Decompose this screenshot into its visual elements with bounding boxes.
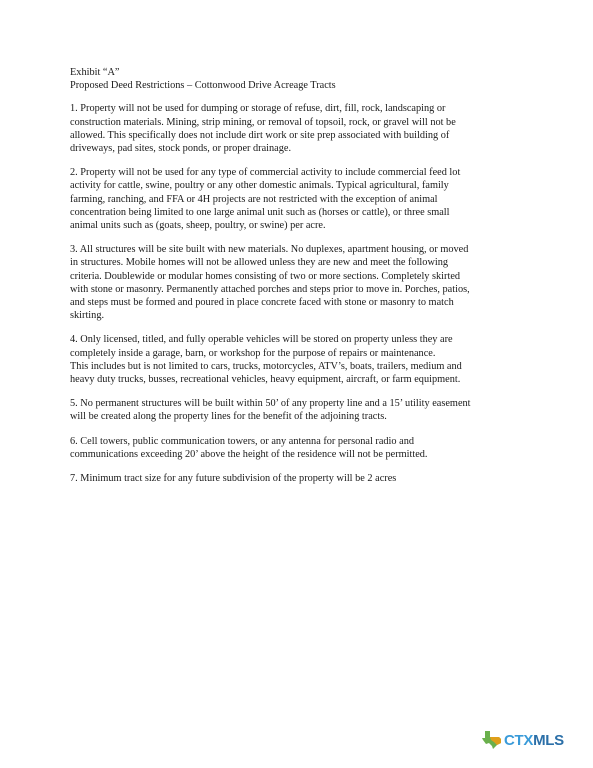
restrictions-list [70, 102, 532, 485]
restriction-paragraph [70, 435, 532, 461]
restriction-paragraph [70, 243, 532, 322]
ctxmls-logo [481, 730, 564, 750]
paragraph-line: heavy duty trucks, busses, recreational vehicles, heavy equipment, aircraft, or farm equipment. [70, 374, 461, 386]
paragraph-line: 4. Only licensed, titled, and fully operable vehicles will be stored on property unless they are [70, 334, 453, 346]
paragraph-line: communications exceeding 20’ above the height of the residence will not be permitted. [70, 448, 428, 460]
paragraph-line: concentration being limited to one large animal unit such as (horses or cattle), or three small [70, 206, 450, 218]
restriction-paragraph [70, 397, 532, 423]
paragraph-line: 2. Property will not be used for any type of commercial activity to include commercial feed lot [70, 167, 461, 179]
paragraph-line: allowed. This specifically does not include dirt work or site prep associated with building of [70, 129, 450, 141]
paragraph-line: animal units such as (goats, sheep, poultry, or swine) per acre. [70, 220, 326, 232]
texas-state-icon [481, 730, 503, 750]
restriction-paragraph [70, 333, 532, 386]
paragraph-line: and steps must be formed and poured in place concrete faced with stone or masonry to match [70, 297, 454, 309]
paragraph-line: will be created along the property lines for the benefit of the adjoining tracts. [70, 411, 387, 423]
restriction-paragraph [70, 102, 532, 155]
paragraph-line: driveways, pad sites, stock ponds, or proper drainage. [70, 143, 292, 155]
paragraph-line: 1. Property will not be used for dumping or storage of refuse, dirt, fill, rock, landscaping or [70, 103, 446, 115]
paragraph-line: 7. Minimum tract size for any future subdivision of the property will be 2 acres [70, 473, 397, 485]
document-body [70, 66, 532, 496]
restriction-paragraph [70, 166, 532, 232]
paragraph-line: construction materials. Mining, strip mining, or removal of topsoil, rock, or gravel will not be [70, 116, 456, 128]
paragraph-line: skirting. [70, 310, 105, 322]
logo-text-ctx: CTX [504, 731, 534, 749]
paragraph-line: completely inside a garage, barn, or workshop for the purpose of repairs or maintenance. [70, 347, 436, 359]
paragraph-line: in structures. Mobile homes will not be allowed unless they are new and meet the following [70, 257, 449, 269]
paragraph-line: 5. No permanent structures will be built within 50’ of any property line and a 15’ utility easement [70, 398, 471, 410]
paragraph-line: criteria. Doublewide or modular homes consisting of two or more sections. Completely skirted [70, 270, 461, 282]
logo-text-mls: MLS [533, 731, 564, 749]
exhibit-label: Exhibit “A” [70, 67, 120, 78]
paragraph-line: This includes but is not limited to cars, trucks, motorcycles, ATV’s, boats, trailers, medium and [70, 360, 462, 372]
paragraph-line: 6. Cell towers, public communication towers, or any antenna for personal radio and [70, 435, 414, 447]
document-title: Proposed Deed Restrictions – Cottonwood Drive Acreage Tracts [70, 80, 336, 92]
paragraph-line: farming, ranching, and FFA or 4H projects are not restricted with the exception of animal [70, 193, 438, 205]
paragraph-line: 3. All structures will be site built with new materials. No duplexes, apartment housing, or moved [70, 244, 469, 256]
paragraph-line: activity for cattle, swine, poultry or any other domestic animals. Typical agricultural, family [70, 180, 449, 192]
document-heading [70, 66, 532, 92]
restriction-paragraph [70, 472, 532, 485]
paragraph-line: with stone or masonry. Permanently attached porches and steps prior to move in. Porches, patios, [70, 283, 470, 295]
